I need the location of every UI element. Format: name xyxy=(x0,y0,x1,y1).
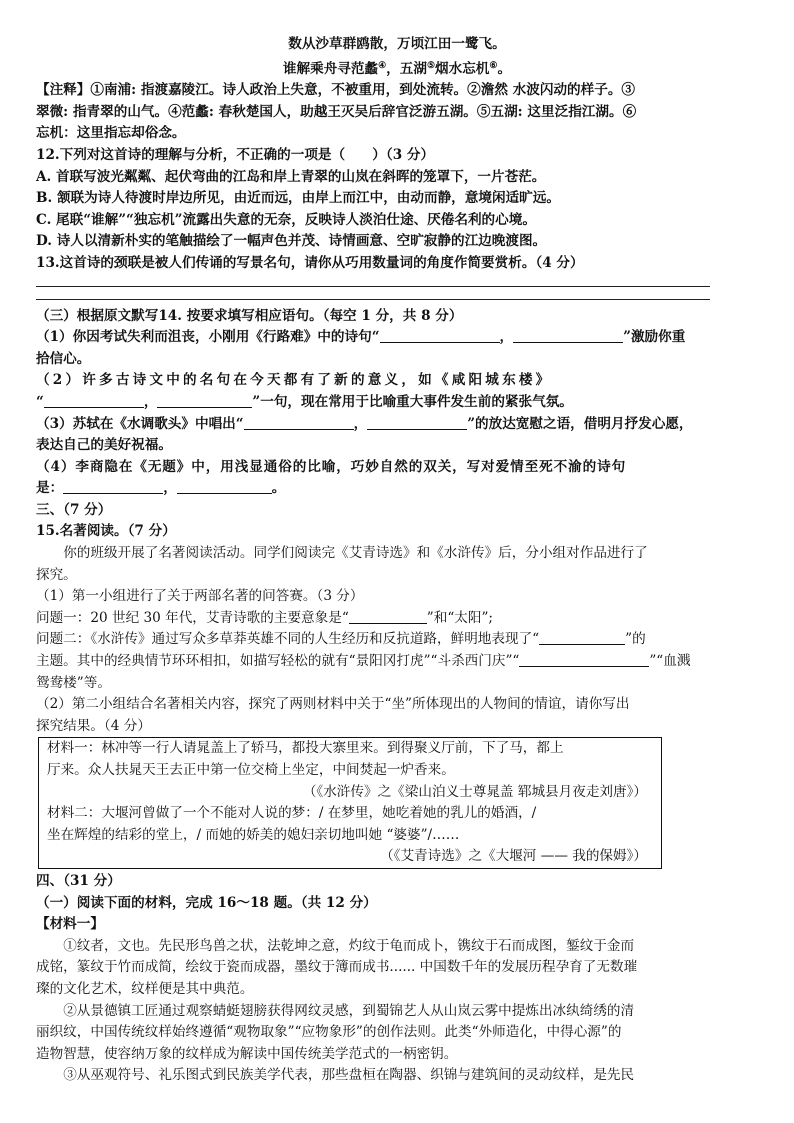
item-text: 问题二：《水浒传》通过写众多草莽英雄不同的人生经历和反抗道路，鲜明地表现了“ xyxy=(36,631,540,648)
fill-blank[interactable] xyxy=(44,393,144,408)
group-2-task: （2）第二小组结合名著相关内容，探究了两则材料中关于“坐”所体现出的人物间的情谊，请你写出 xyxy=(36,696,630,713)
material-1-label: 【材料一】 xyxy=(36,916,104,933)
item-text: ”“血溅 xyxy=(649,653,691,670)
paragraph-2: ②从景德镇工匠通过观察蜻蜓翅膀获得网纹灵感，到蜀锦艺人从山岚云雾中提炼出冰纨绮绣的清 xyxy=(63,1002,635,1019)
section-3-heading: （三）根据原文默写14. 按要求填写相应语句。（每空 1 分，共 8 分） xyxy=(36,307,463,324)
answer-line[interactable] xyxy=(36,287,710,300)
item-text: ， xyxy=(353,415,368,432)
notes-line: 【注释】①南浦: 指渡嘉陵江。诗人政治上失意，不被重用，到处流转。②澹然 水波闪动的样子。③ xyxy=(36,82,636,99)
item-1-cont: 拾信心。 xyxy=(36,350,91,367)
poem-text: 烟水忘机 xyxy=(435,60,490,77)
item-3 xyxy=(36,414,758,436)
footnote-marker: ⑥ xyxy=(489,60,498,71)
material-1-line: 厅来。众人扶晁天王去正中第一位交椅上坐定，中间焚起一炉香来。 xyxy=(47,762,455,778)
item-4: （4）李商隐在《无题》中，用浅显通俗的比喻，巧妙自然的双关，写对爱情至死不渝的诗句 xyxy=(36,458,627,475)
item-text: ”的放达宽慰之语，借明月抒发心愿， xyxy=(467,415,693,432)
fill-blank[interactable] xyxy=(157,393,252,408)
materials-box xyxy=(38,737,662,869)
paragraph-3: ③从巫观符号、礼乐图式到民族美学代表，那些盘桓在陶器、织锦与建筑间的灵动纹样，是先民 xyxy=(63,1067,635,1084)
item-text: “ xyxy=(36,393,44,410)
fill-blank[interactable] xyxy=(519,652,649,667)
question-15-intro: 你的班级开展了名著阅读活动。同学们阅读完《艾青诗选》和《水浒传》后，分小组对作品进行了 xyxy=(63,545,648,562)
group-1-question-2-end: 鸳鸯楼”等。 xyxy=(36,674,111,691)
footnote-marker: ④ xyxy=(378,60,387,71)
group-1-question-2-cont xyxy=(36,651,758,673)
item-text: ， xyxy=(143,393,158,410)
fill-blank[interactable] xyxy=(367,415,467,430)
item-text: ”一句，现在常用于比喻重大事件发生前的紧张气氛。 xyxy=(252,393,573,410)
item-text: （2）许多古诗文中的名句在今天都有了新的意义，如《咸阳城东楼》 xyxy=(36,372,553,389)
fill-blank[interactable] xyxy=(539,630,625,645)
item-text: （3）苏轼在《水调歌头》中唱出“ xyxy=(36,415,244,432)
poem-text: 谁解乘舟寻范蠡 xyxy=(282,60,379,77)
footnote-marker: ⑤ xyxy=(426,60,436,71)
material-2-source: （《艾青诗选》之《大堰河 —— 我的保姆》） xyxy=(380,848,647,865)
item-text: 问题一：20 世纪 30 年代，艾青诗歌的主要意象是“ xyxy=(36,609,349,626)
answer-line[interactable] xyxy=(36,275,710,287)
part-4-heading: 四、（31 分） xyxy=(36,872,121,889)
material-2-line: 坐在辉煌的结彩的堂上，/ 而她的娇美的媳妇亲切地叫她 “婆婆”/…… xyxy=(47,826,460,843)
item-text: （1）你因考试失利而沮丧，小刚用《行路难》中的诗句“ xyxy=(36,329,380,346)
fill-blank[interactable] xyxy=(63,479,163,494)
item-4-cont xyxy=(36,478,758,500)
item-1 xyxy=(36,327,758,349)
fill-blank[interactable] xyxy=(244,415,354,430)
poem-text: 。 xyxy=(497,60,512,77)
item-text: ”的 xyxy=(625,631,646,648)
paragraph-2-cont: 造物智慧，使容纳万象的纹样成为解读中国传统美学范式的一柄密钥。 xyxy=(36,1045,458,1062)
part-3-heading: 三、（7 分） xyxy=(36,501,112,518)
item-text: 。 xyxy=(271,480,286,497)
notes-line: 翠微: 指青翠的山气。④范蠡: 春秋楚国人，助越王灭吴后辞官泛游五湖。⑤五湖: 这里泛指江湖。⑥ xyxy=(36,103,637,120)
poem-text: ，五湖 xyxy=(386,60,427,77)
item-2-cont xyxy=(36,392,758,414)
paragraph-1-cont: 成铭，篆纹于竹而成简，绘纹于瓷而成器，墨纹于簿而成书...... 中国数千年的发展历程孕育了无数璀 xyxy=(36,959,638,976)
group-1-question-1 xyxy=(36,608,758,630)
item-text: 主题。其中的经典情节环环相扣，如描写轻松的就有“景阳冈打虎”“斗杀西门庆”“ xyxy=(36,653,520,670)
group-1-question-2 xyxy=(36,629,758,651)
item-text: ， xyxy=(163,480,177,497)
question-12-option-c: C. 尾联“谁解”“独忘机”流露出失意的无奈，反映诗人淡泊仕途、厌倦名利的心境。 xyxy=(36,211,536,228)
notes-line: 忘机：这里指忘却俗念。 xyxy=(36,125,186,142)
poem-line-2 xyxy=(36,56,758,81)
paragraph-2-cont: 丽织纹，中国传统纹样始终遵循“观物取象”“应物象形”的创作法则。此类“外师造化，中得心源”的 xyxy=(36,1024,622,1041)
item-text: ”激励你重 xyxy=(623,329,686,346)
question-12-option-b: B. 颔联为诗人待渡时岸边所见，由近而远，由岸上而江中，由动而静，意境闲适旷远。 xyxy=(36,190,560,207)
question-13-stem: 13.这首诗的颈联是被人们传诵的写景名句，请你从巧用数量词的角度作简要赏析。（4 分） xyxy=(36,254,584,271)
fill-blank[interactable] xyxy=(513,328,623,343)
material-1-source: （《水浒传》之《梁山泊义士尊晁盖 郓城县月夜走刘唐》） xyxy=(302,783,647,800)
part-4-subheading: （一）阅读下面的材料，完成 16～18 题。（共 12 分） xyxy=(36,894,377,911)
item-3-cont: 表达自己的美好祝福。 xyxy=(36,437,172,454)
material-1-line: 材料一：林冲等一行人请晁盖上了轿马，都投大寨里来。到得聚义厅前，下了马，都上 xyxy=(47,740,564,757)
fill-blank[interactable] xyxy=(380,328,500,343)
paragraph-1: ①纹者，文也。先民形鸟兽之状，法乾坤之意，灼纹于龟而成卜，镌纹于石而成图，錾纹于金而 xyxy=(63,937,635,954)
question-15-intro-cont: 探究。 xyxy=(36,566,77,583)
question-12-option-d: D. 诗人以清新朴实的笔触描绘了一幅声色并茂、诗情画意、空旷寂静的江边晚渡图。 xyxy=(36,233,547,250)
material-2-line: 材料二：大堰河曾做了一个不能对人说的梦：/ 在梦里，她吃着她的乳儿的婚酒，/ xyxy=(47,805,537,822)
item-2 xyxy=(36,370,758,392)
paragraph-1-cont: 璨的文化艺术，纹样便是其中典范。 xyxy=(36,980,254,997)
item-text: ， xyxy=(499,329,514,346)
question-12-option-a: A. 首联写波光粼粼、起伏弯曲的江岛和岸上青翠的山岚在斜晖的笼罩下，一片苍茫。 xyxy=(36,168,546,185)
exam-page xyxy=(36,34,758,1087)
group-1-task: （1）第一小组进行了关于两部名著的问答赛。（3 分） xyxy=(36,588,364,605)
group-2-task-cont: 探究结果。（4 分） xyxy=(36,717,151,734)
fill-blank[interactable] xyxy=(349,609,427,624)
item-text: ”和“太阳”; xyxy=(426,609,494,626)
poem-line-1: 数从沙草群鸥散，万顷江田一鹭飞。 xyxy=(288,36,506,52)
question-12-stem: 12.下列对这首诗的理解与分析，不正确的一项是（ ）（3 分） xyxy=(36,146,435,163)
fill-blank[interactable] xyxy=(177,479,272,494)
question-15-heading: 15.名著阅读。（7 分） xyxy=(36,523,176,540)
item-text: 是： xyxy=(36,480,64,497)
